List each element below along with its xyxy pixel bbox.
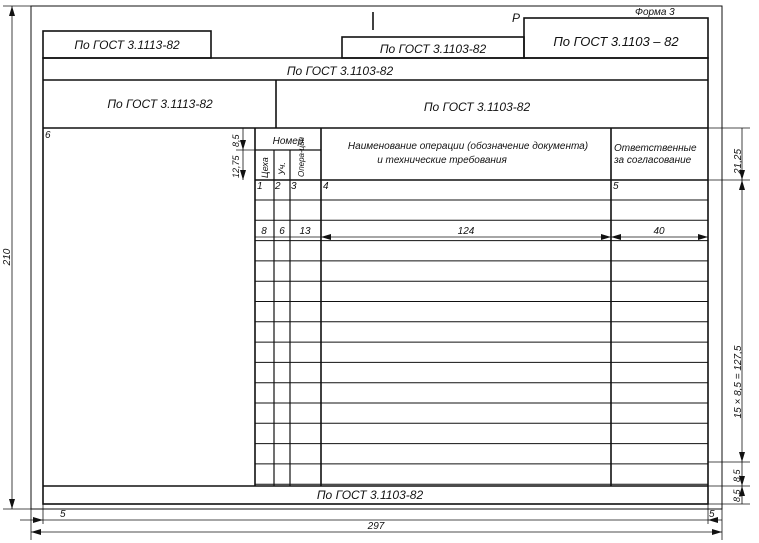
col-number-2: 2	[275, 181, 281, 192]
header-resp-line2: за согласование	[614, 155, 692, 166]
col-width-2: 6	[279, 226, 285, 237]
dim-row-right-b: 8,5	[732, 489, 742, 502]
area-number: 6	[45, 130, 51, 141]
forma-label: Форма 3	[635, 7, 675, 18]
p-mark: Р	[512, 11, 521, 25]
band-right-text: По ГОСТ 3.1103-82	[423, 100, 531, 114]
top-right-box-text: По ГОСТ 3.1103 – 82	[553, 34, 679, 49]
dim-margin-right: 5	[709, 509, 715, 520]
col-uch: Уч.	[277, 162, 287, 175]
dimension-lines	[3, 6, 750, 540]
col-operacii: Опера-ции	[297, 136, 306, 177]
col-number-4: 4	[323, 181, 329, 192]
col-width-3: 13	[299, 226, 311, 237]
dim-rows-right: 15 × 8,5 = 127,5	[733, 345, 744, 419]
top-left-box-text: По ГОСТ 3.1113-82	[74, 38, 180, 52]
col-number-1: 1	[257, 181, 263, 192]
col-cekha: Цеха	[260, 157, 270, 178]
header-nomer: Номер	[272, 136, 304, 147]
header-resp-line1: Ответственные	[614, 143, 697, 154]
header-height-a: 8,5	[231, 134, 241, 147]
dim-margin-left: 5	[60, 509, 66, 520]
top-mid-box-text: По ГОСТ 3.1103-82	[379, 42, 487, 56]
dim-row-right-a: 8,5	[732, 469, 742, 482]
col-width-5: 40	[653, 226, 665, 237]
header-name-line2: и технические требования	[377, 155, 507, 166]
col-width-4: 124	[457, 226, 475, 237]
dim-height-total: 210	[2, 248, 13, 266]
col-number-3: 3	[291, 181, 297, 192]
dim-header-right: 21,25	[733, 148, 744, 174]
dimension-arrows	[9, 6, 745, 535]
dim-width-total: 297	[367, 521, 385, 532]
band-left-text: По ГОСТ 3.1113-82	[107, 97, 213, 111]
table-rows	[255, 200, 708, 484]
col-number-5: 5	[613, 181, 619, 192]
band-full-text: По ГОСТ 3.1103-82	[286, 64, 394, 78]
col-width-1: 8	[261, 226, 267, 237]
header-height-b: 12,75	[231, 155, 241, 178]
bottom-band-text: По ГОСТ 3.1103-82	[316, 488, 424, 502]
header-name-line1: Наименование операции (обозначение документа)	[347, 141, 589, 152]
